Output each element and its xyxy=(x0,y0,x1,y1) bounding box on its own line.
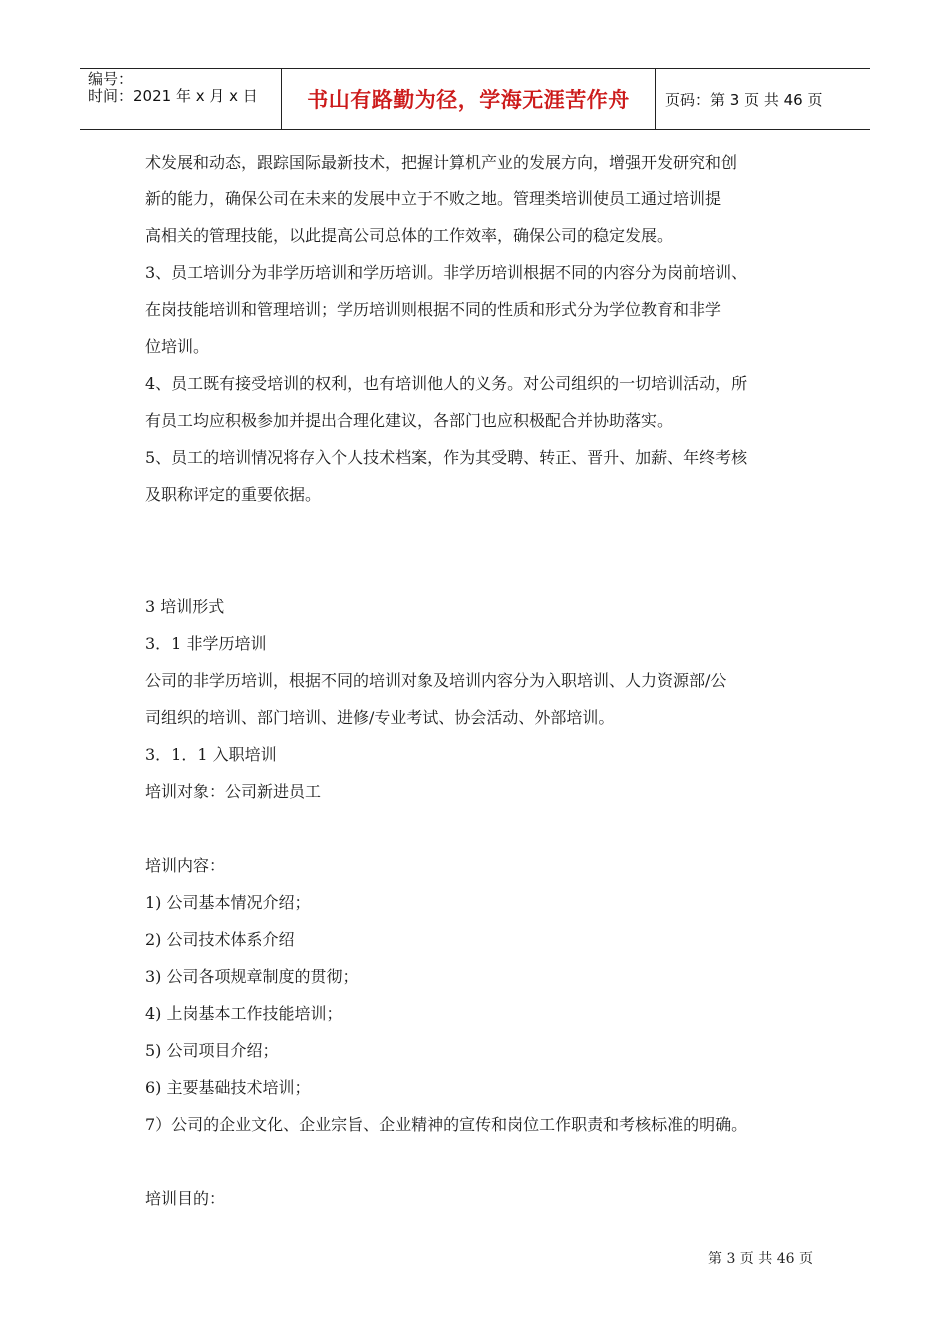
body-line: 培训内容： xyxy=(145,856,226,875)
list-item: 6) 主要基础技术培训； xyxy=(145,1078,311,1097)
list-item: 5) 公司项目介绍； xyxy=(145,1041,279,1060)
header-divider-right xyxy=(655,69,656,129)
list-item: 3) 公司各项规章制度的贯彻； xyxy=(145,967,359,986)
body-line: 新的能力，确保公司在未来的发展中立于不败之地。管理类培训使员工通过培训提 xyxy=(145,189,722,208)
time-label: 时间：2021 年 x 月 x 日 xyxy=(88,87,258,105)
header-meta xyxy=(88,71,282,129)
list-item: 7）公司的企业文化、企业宗旨、企业精神的宣传和岗位工作职责和考核标准的明确。 xyxy=(145,1115,748,1134)
body-line: 公司的非学历培训，根据不同的培训对象及培训内容分为入职培训、人力资源部/公 xyxy=(145,671,727,690)
header-motto: 书山有路勤为径，学海无涯苦作舟 xyxy=(307,88,630,112)
body-line: 培训目的： xyxy=(145,1189,226,1208)
body-line: 4、员工既有接受培训的权利，也有培训他人的义务。对公司组织的一切培训活动，所 xyxy=(145,374,748,393)
list-item: 1) 公司基本情况介绍； xyxy=(145,893,311,912)
body-line: 术发展和动态，跟踪国际最新技术，把握计算机产业的发展方向，增强开发研究和创 xyxy=(145,153,738,172)
page-header xyxy=(80,68,870,130)
body-line: 及职称评定的重要依据。 xyxy=(145,485,322,504)
body-line: 3、员工培训分为非学历培训和学历培训。非学历培训根据不同的内容分为岗前培训、 xyxy=(145,263,748,282)
section-heading: 3 培训形式 xyxy=(145,597,225,616)
body-line: 有员工均应积极参加并提出合理化建议，各部门也应积极配合并协助落实。 xyxy=(145,411,674,430)
body-line: 司组织的培训、部门培训、进修/专业考试、协会活动、外部培训。 xyxy=(145,708,615,727)
header-page-label: 页码：第 3 页 共 46 页 xyxy=(665,90,823,109)
body-line: 位培训。 xyxy=(145,337,210,356)
number-label: 编号： xyxy=(88,70,134,88)
list-item: 4) 上岗基本工作技能培训； xyxy=(145,1004,343,1023)
page-footer: 第 3 页 共 46 页 xyxy=(708,1251,813,1267)
body-line: 在岗技能培训和管理培训；学历培训则根据不同的性质和形式分为学位教育和非学 xyxy=(145,300,722,319)
subsection-heading: 3．1 非学历培训 xyxy=(145,634,267,653)
list-item: 2) 公司技术体系介绍 xyxy=(145,930,295,949)
subsection-heading: 3．1．1 入职培训 xyxy=(145,745,277,764)
body-line: 培训对象：公司新进员工 xyxy=(145,782,322,801)
body-line: 5、员工的培训情况将存入个人技术档案，作为其受聘、转正、晋升、加薪、年终考核 xyxy=(145,448,748,467)
body-line: 高相关的管理技能，以此提高公司总体的工作效率，确保公司的稳定发展。 xyxy=(145,226,674,245)
